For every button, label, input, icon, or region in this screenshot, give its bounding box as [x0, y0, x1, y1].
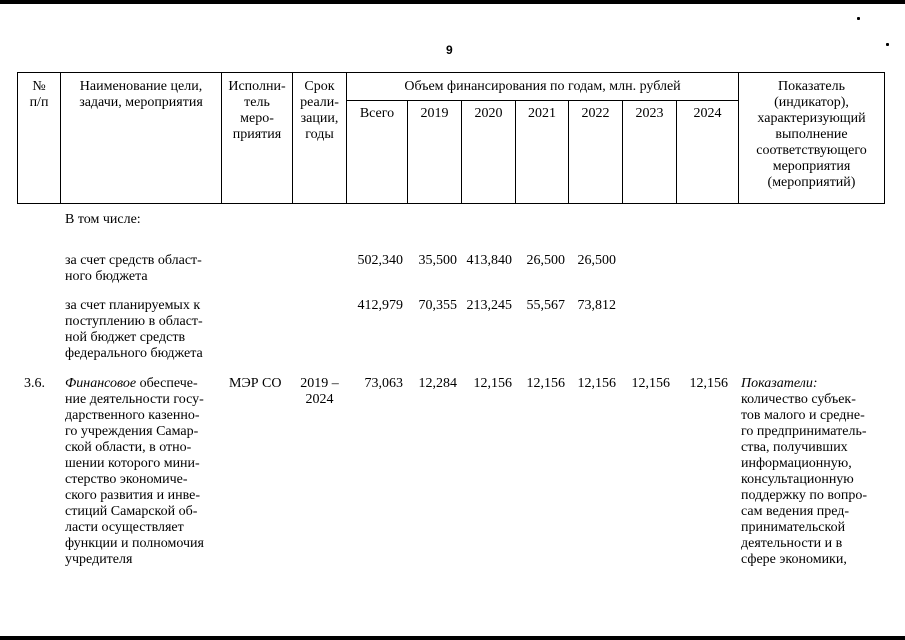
- header-col-name: Наименование цели, задачи, мероприятия: [79, 79, 203, 110]
- indicator-title: Показатели:: [741, 376, 818, 391]
- header-col-finance: Объем финансирования по годам, млн. рублей: [404, 79, 681, 94]
- header-year: 2023: [635, 106, 664, 121]
- item-2019: 12,284: [418, 376, 457, 391]
- federal-2020: 213,245: [466, 298, 512, 313]
- item-name-italic: Финансовое: [65, 376, 137, 391]
- header-year: 2022: [581, 106, 610, 121]
- item-2021: 12,156: [526, 376, 565, 391]
- item-2024: 12,156: [689, 376, 728, 391]
- header-col-number: № п/п: [29, 79, 49, 110]
- item-2023: 12,156: [631, 376, 670, 391]
- header-year: 2020: [474, 106, 503, 121]
- header-col-term: Срок реали- зации, годы: [300, 79, 339, 142]
- item-executor: МЭР СО: [229, 376, 282, 391]
- federal-2021: 55,567: [526, 298, 565, 313]
- regional-2020: 413,840: [466, 253, 512, 268]
- item-name: Финансовое обеспече- ние деятельности госу- дарственного казенно- го учреждения Самар- ской области, в отно- шении которого мини- стерство экономиче- ского развития и инве- стиций Самарской об- ласти осуществляет функции и полномочия учредителя: [65, 376, 204, 567]
- federal-budget-name: за счет планируемых к поступлению в област- ной бюджет средств федерального бюджета: [65, 298, 203, 361]
- item-term: 2019 – 2024: [300, 376, 339, 407]
- header-col-total: Всего: [359, 106, 395, 121]
- item-total: 73,063: [364, 376, 403, 391]
- regional-2021: 26,500: [526, 253, 565, 268]
- top-scan-border: [0, 0, 905, 4]
- header-year: 2021: [528, 106, 556, 121]
- regional-2022: 26,500: [577, 253, 616, 268]
- header-year: 2019: [420, 106, 449, 121]
- federal-total: 412,979: [357, 298, 403, 313]
- item-indicator: Показатели: количество субъек- тов малого и средне- го предприниматель- ства, получивших информационную, консультационную поддержку по вопро- сам ведения пред- принимательской деятельности и в сфере экономики,: [741, 376, 867, 567]
- page-number: 9: [446, 43, 453, 57]
- item-number: 3.6.: [24, 376, 45, 391]
- item-2022: 12,156: [577, 376, 616, 391]
- bottom-scan-border: [0, 636, 905, 640]
- scan-speck: [886, 43, 889, 46]
- federal-2019: 70,355: [418, 298, 457, 313]
- regional-total: 502,340: [357, 253, 403, 268]
- header-year: 2024: [693, 106, 722, 121]
- header-col-executor: Исполни- тель меро- приятия: [228, 79, 286, 142]
- regional-budget-name: за счет средств област- ного бюджета: [65, 253, 202, 284]
- scan-speck: [857, 17, 860, 20]
- including-label: В том числе:: [65, 212, 141, 227]
- federal-2022: 73,812: [577, 298, 616, 313]
- item-2020: 12,156: [473, 376, 512, 391]
- header-col-indicator: Показатель (индикатор), характеризующий выполнение соответствующего мероприятия (мероприятий): [756, 79, 867, 190]
- regional-2019: 35,500: [418, 253, 457, 268]
